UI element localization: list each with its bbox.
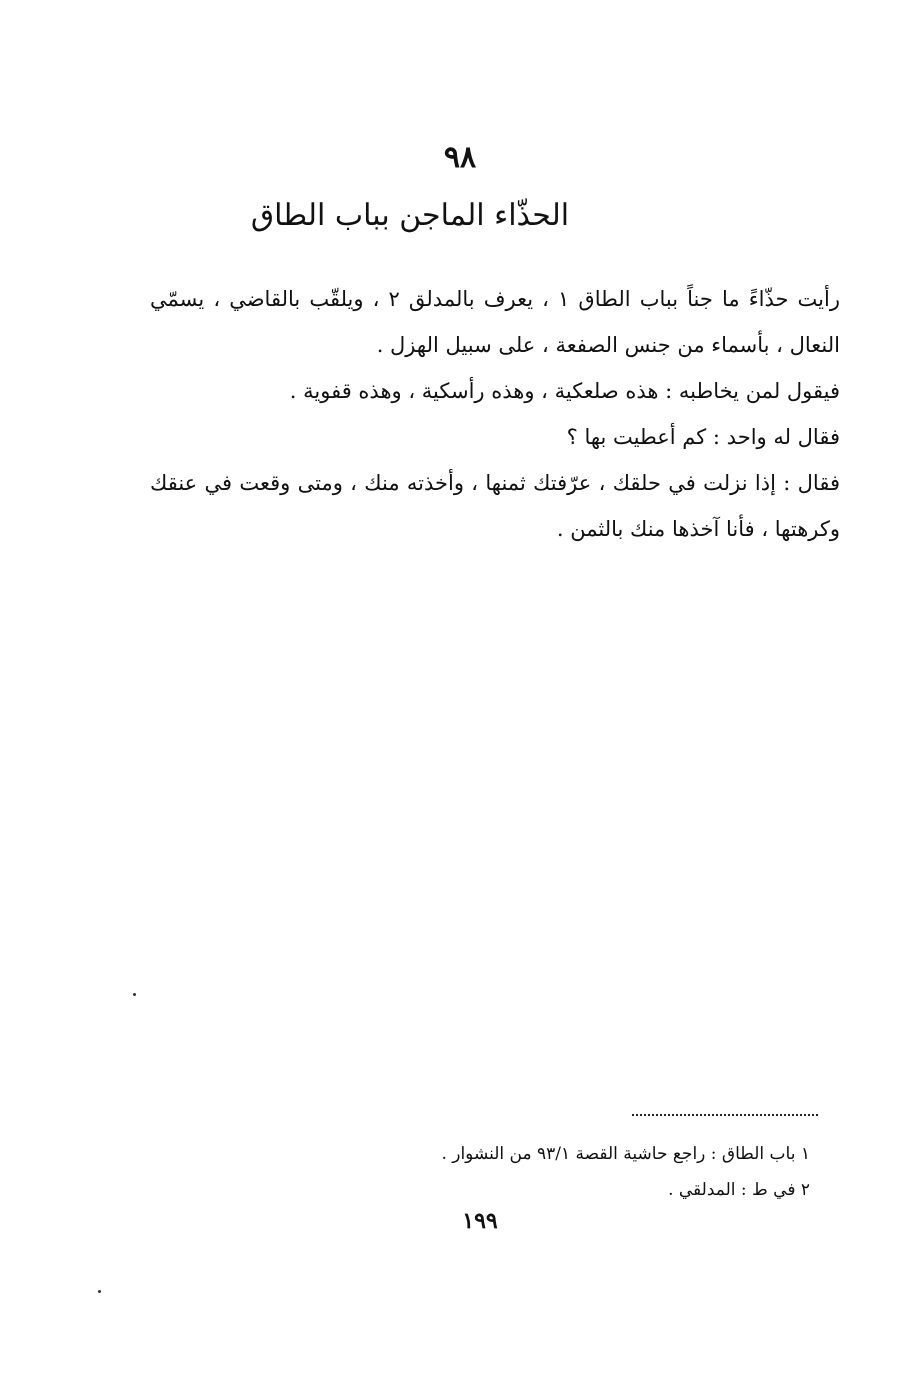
- body-paragraph: فيقول لمن يخاطبه : هذه صلعكية ، وهذه رأسكية ، وهذه قفوية .: [289, 379, 840, 403]
- story-body: [150, 276, 840, 552]
- body-paragraph: فقال له واحد : كم أعطيت بها ؟: [566, 425, 840, 449]
- page-number: ١٩٩: [462, 1208, 498, 1234]
- footnote-divider: [632, 1114, 818, 1116]
- scan-speck: [98, 1290, 101, 1293]
- story-title: الحذّاء الماجن بباب الطاق: [250, 198, 570, 233]
- scan-speck: [133, 993, 136, 996]
- footnote: ١ باب الطاق : راجع حاشية القصة ٩٣/١ من النشوار .: [441, 1144, 810, 1164]
- body-paragraph: فقال : إذا نزلت في حلقك ، عرّفتك ثمنها ، وأخذته منك ، ومتى وقعت في عنقك وكرهتها ، فأنا آخذها منك بالثمن .: [150, 471, 840, 541]
- footnotes: [330, 1136, 810, 1208]
- body-paragraph: رأيت حذّاءً ما جناً بباب الطاق ١ ، يعرف بالمدلق ٢ ، ويلقّب بالقاضي ، يسمّي النعال ، بأسماء من جنس الصفعة ، على سبيل الهزل .: [150, 287, 840, 357]
- footnote: ٢ في ط : المدلقي .: [668, 1180, 810, 1200]
- story-number: ٩٨: [443, 140, 477, 175]
